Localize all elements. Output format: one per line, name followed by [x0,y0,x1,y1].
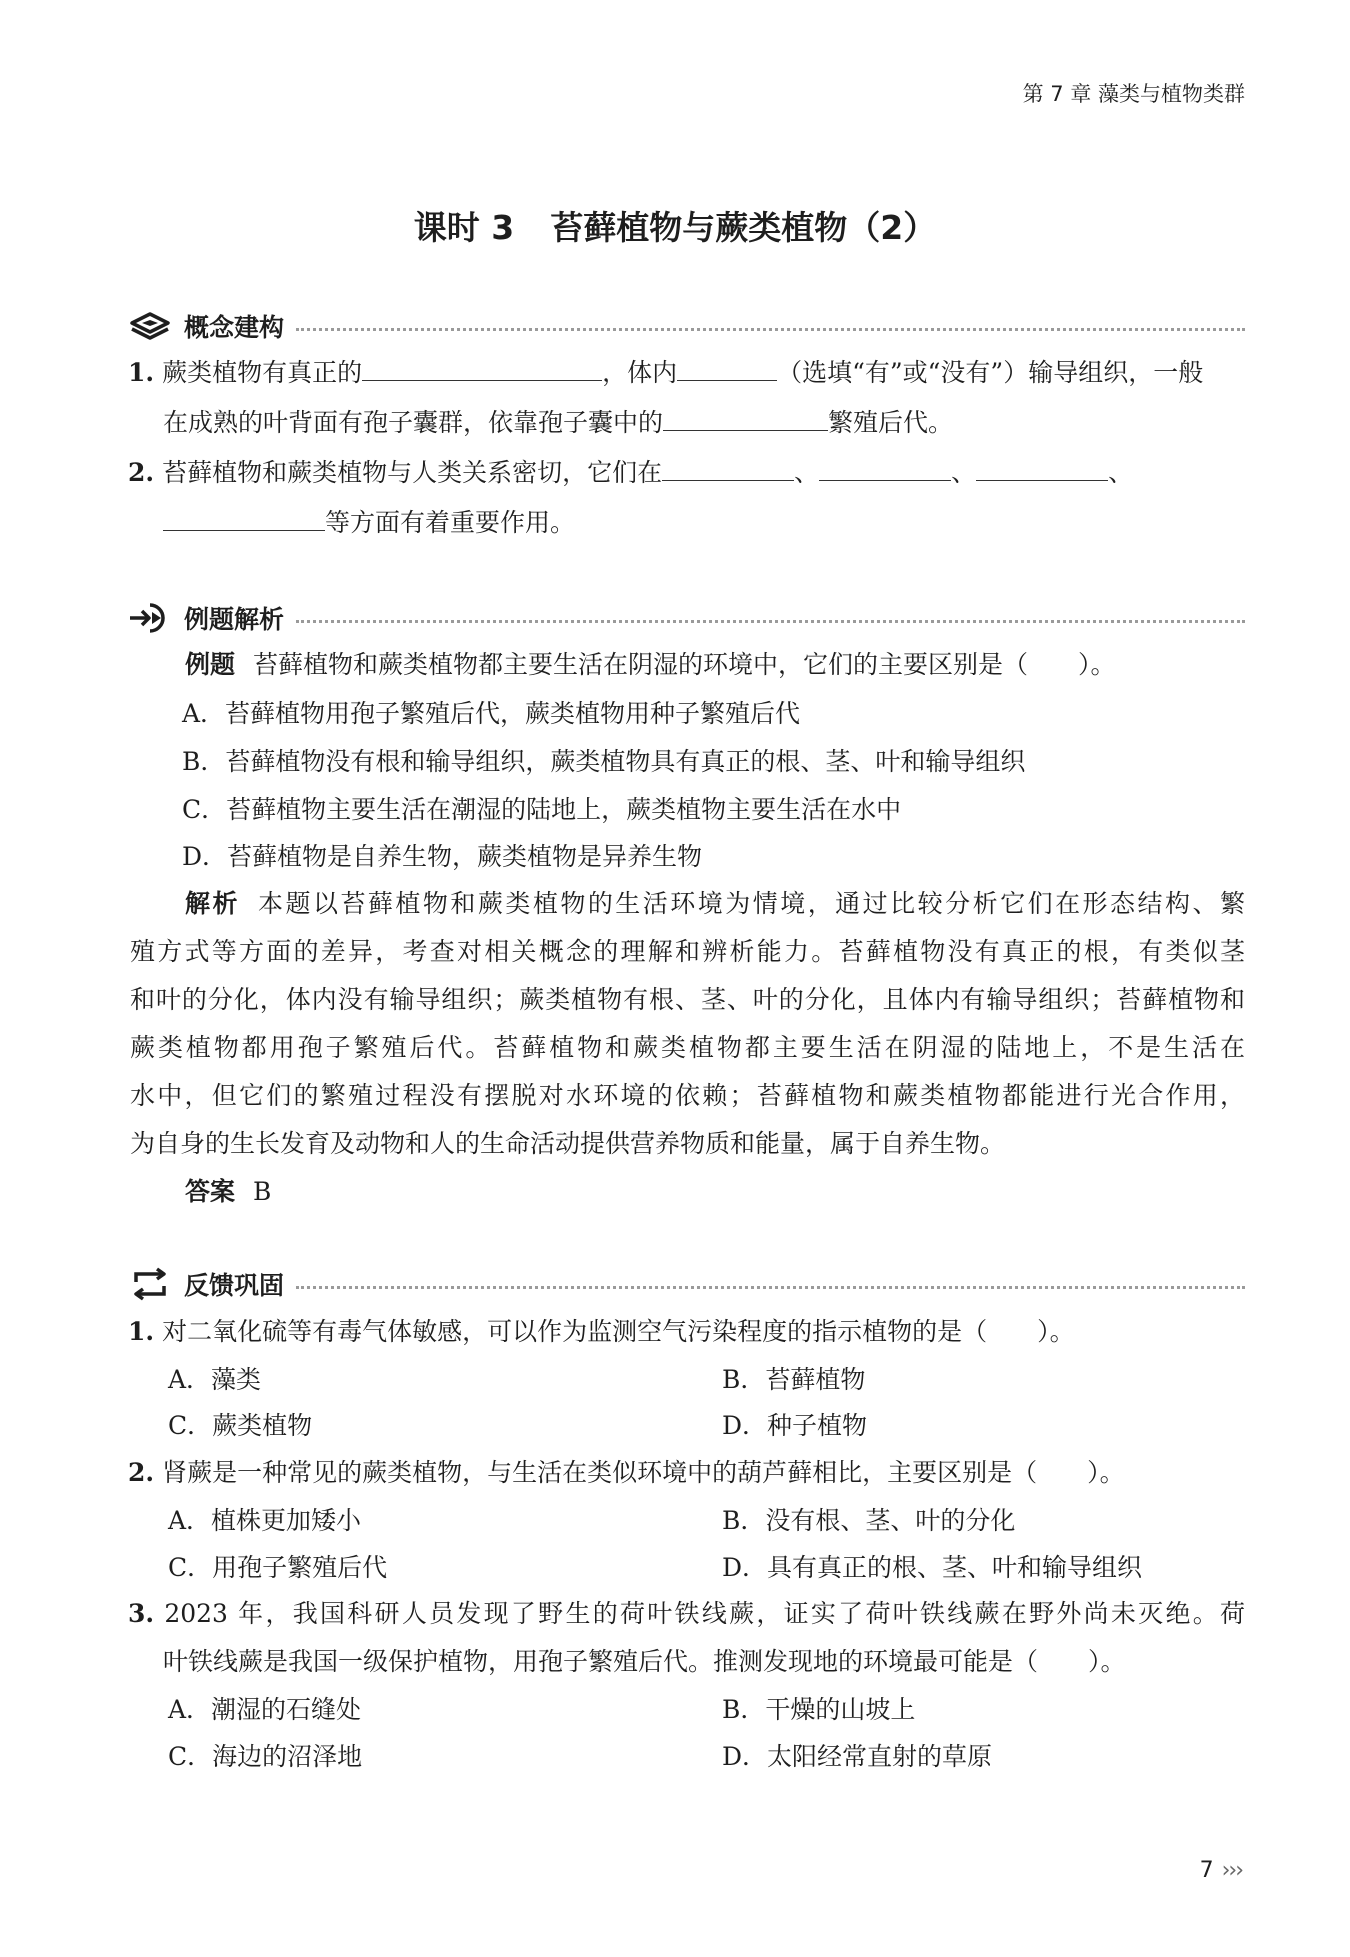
feedback-q3-option-d[interactable]: D．太阳经常直射的草原 [722,1742,993,1771]
example-option-b: B．苔藓植物没有根和输导组织，蕨类植物具有真正的根、茎、叶和输导组织 [182,747,1026,776]
analysis-line: 为自身的生长发育及动物和人的生命活动提供营养物质和能量，属于自养生物。 [130,1129,1006,1158]
answer-blank[interactable] [976,456,1108,481]
analysis-line: 水中，但它们的繁殖过程没有摆脱对水环境的依赖；苔藓植物和蕨类植物都能进行光合作用， [130,1081,1245,1110]
text: 等方面有着重要作用。 [325,508,576,537]
analysis-line: 蕨类植物都用孢子繁殖后代。苔藓植物和蕨类植物都主要生活在阴湿的陆地上，不是生活在 [130,1033,1245,1062]
analysis-label: 解析 [185,889,240,918]
text: 苔藓植物和蕨类植物与人类关系密切，它们在 [162,458,663,487]
feedback-q3-option-c[interactable]: C．海边的沼泽地 [168,1742,363,1771]
question-text: 苔藓植物和蕨类植物都主要生活在阴湿的环境中，它们的主要区别是（ ）。 [253,650,1116,679]
example-option-d: D．苔藓植物是自养生物，蕨类植物是异养生物 [182,842,703,871]
lesson-title [0,202,1350,249]
feedback-q2-option-c[interactable]: C．用孢子繁殖后代 [168,1553,388,1582]
section-title: 反馈巩固 [184,1271,285,1300]
feedback-q1-option-b[interactable]: B．苔藓植物 [722,1365,866,1394]
analysis-line: 和叶的分化，体内没有输导组织；蕨类植物有根、茎、叶的分化，且体内有输导组织；苔藓植物和 [130,985,1245,1014]
feedback-q1-option-c[interactable]: C．蕨类植物 [168,1411,313,1440]
diamond-layers-icon [128,308,172,344]
analysis-text: 本题以苔藓植物和蕨类植物的生活环境为情境，通过比较分析它们在形态结构、繁 [257,889,1245,918]
question-text: 2023 年，我国科研人员发现了野生的荷叶铁线蕨，证实了荷叶铁线蕨在野外尚未灭绝。荷 [164,1599,1246,1628]
page-number [1200,1858,1242,1883]
answer-value: B [253,1177,272,1206]
text: 、 [951,458,977,487]
concept-q2-line2 [163,506,575,540]
chevrons-right-icon: ››› [1221,1858,1242,1883]
lesson-name: 苔藓植物与蕨类植物（2） [550,208,937,247]
question-number: 1. [128,1317,155,1346]
answer-blank[interactable] [663,406,828,431]
feedback-q2-option-a[interactable]: A．植株更加矮小 [168,1506,362,1535]
answer-blank[interactable] [819,456,951,481]
section-title: 概念建构 [184,313,285,342]
dotted-rule [296,1286,1245,1289]
concept-q2-line1 [128,456,1133,490]
question-number: 3. [128,1599,155,1628]
example-label: 例题 [185,650,236,679]
dotted-rule [296,620,1245,623]
dotted-rule [296,328,1245,331]
answer-label: 答案 [185,1177,236,1206]
section-title: 例题解析 [184,605,285,634]
feedback-q1-option-a[interactable]: A．藻类 [168,1365,262,1394]
feedback-q1 [128,1315,1075,1349]
section-example [128,598,1245,638]
feedback-q3-line2: 叶铁线蕨是我国一级保护植物，用孢子繁殖后代。推测发现地的环境最可能是（ ）。 [163,1647,1126,1676]
answer-blank[interactable] [662,456,794,481]
concept-q1-line1 [128,356,1203,390]
question-number: 2. [128,1458,155,1487]
lesson-number: 课时 3 [413,208,515,247]
refresh-cycle-icon [128,1266,172,1302]
question-text: 肾蕨是一种常见的蕨类植物，与生活在类似环境中的葫芦藓相比，主要区别是（ ）。 [162,1458,1125,1487]
example-question [185,648,1116,682]
question-number: 2. [128,458,155,487]
text: 在成熟的叶背面有孢子囊群，依靠孢子囊中的 [163,408,664,437]
answer-line [185,1175,271,1209]
feedback-q3-option-b[interactable]: B．干燥的山坡上 [722,1695,916,1724]
chapter-header: 第 7 章 藻类与植物类群 [1022,82,1245,106]
section-concept [128,306,1245,346]
question-number: 1. [128,358,155,387]
feedback-q3-line1 [128,1597,1245,1631]
text: 、 [794,458,820,487]
page-number-value: 7 [1199,1858,1214,1883]
analysis-line: 殖方式等方面的差异，考查对相关概念的理解和辨析能力。苔藓植物没有真正的根，有类似茎 [130,937,1245,966]
answer-blank[interactable] [362,356,602,381]
feedback-q2 [128,1456,1125,1490]
example-option-a: A．苔藓植物用孢子繁殖后代，蕨类植物用种子繁殖后代 [182,699,801,728]
answer-blank[interactable] [163,506,325,531]
text: 繁殖后代。 [828,408,954,437]
feedback-q2-option-d[interactable]: D．具有真正的根、茎、叶和输导组织 [722,1553,1143,1582]
analysis-line [185,887,1245,921]
feedback-q1-option-d[interactable]: D．种子植物 [722,1411,868,1440]
feedback-q3-option-a[interactable]: A．潮湿的石缝处 [168,1695,362,1724]
feedback-q2-option-b[interactable]: B．没有根、茎、叶的分化 [722,1506,1016,1535]
text: ，体内 [602,358,678,387]
question-text: 对二氧化硫等有毒气体敏感，可以作为监测空气污染程度的指示植物的是（ ）。 [162,1317,1075,1346]
arrow-target-icon [128,600,172,636]
text: （选填“有”或“没有”）输导组织，一般 [777,358,1204,387]
section-feedback [128,1264,1245,1304]
text: 、 [1108,458,1134,487]
concept-q1-line2 [163,406,953,440]
example-option-c: C．苔藓植物主要生活在潮湿的陆地上，蕨类植物主要生活在水中 [182,795,902,824]
text: 蕨类植物有真正的 [162,358,363,387]
answer-blank[interactable] [677,356,777,381]
